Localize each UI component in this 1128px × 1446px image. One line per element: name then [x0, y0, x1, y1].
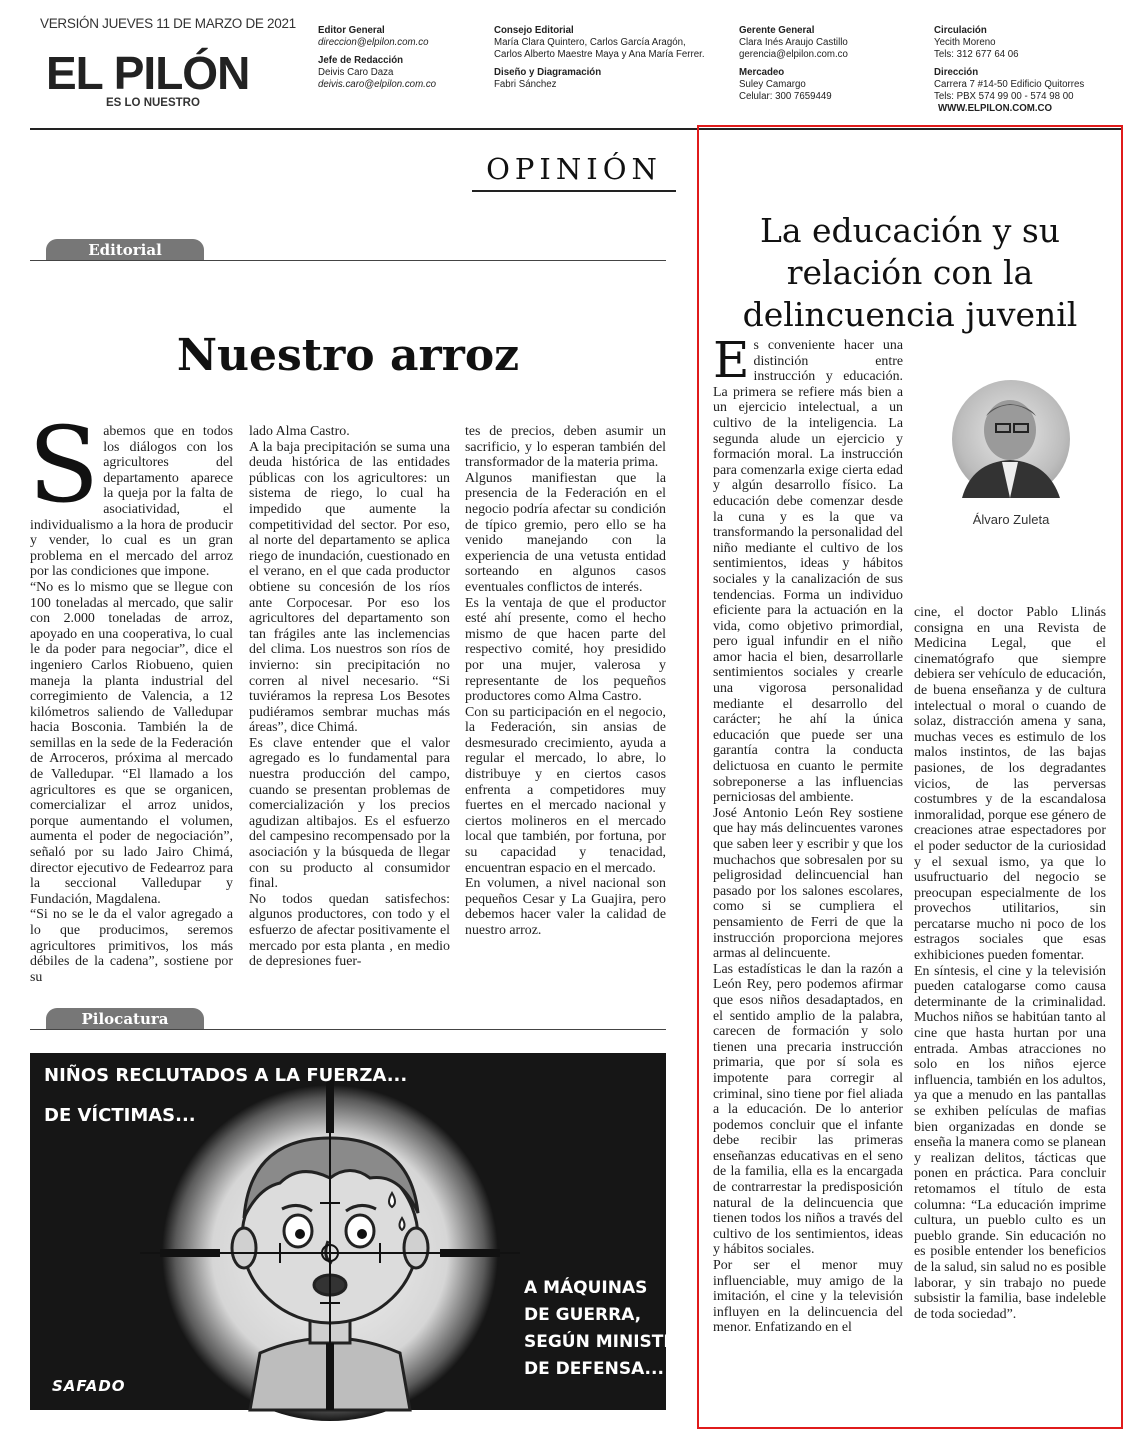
newspaper-logo[interactable]: EL PILÓN	[46, 47, 250, 99]
opinion-column-2	[914, 605, 1106, 1415]
section-title: OPINIÓN	[486, 152, 662, 186]
diseno-label: Diseño y Diagramación	[494, 67, 602, 78]
editorial-paragraph: abemos que en todos los diálogos con los agricultores del departamento aparece la queja por la falta de asociatividad, el individualismo a la hora de producir y vender, lo cual es un gran problema en el mercado del arroz por las condiciones que impone.	[30, 424, 233, 580]
edition-date: VERSIÓN JUEVES 11 DE MARZO DE 2021	[40, 16, 296, 31]
section-title-underline	[472, 190, 676, 192]
circulacion-label: Circulación	[934, 25, 987, 36]
logo-tagline: ES LO NUESTRO	[106, 97, 200, 109]
consejo-label: Consejo Editorial	[494, 25, 574, 36]
consejo-names: María Clara Quintero, Carlos García Aragón, Carlos Alberto Maestre Maya y Ana María Ferrer.	[494, 37, 705, 60]
jefe-redaccion-email[interactable]: deivis.caro@elpilon.com.co	[318, 79, 437, 90]
opinion-paragraph: s conveniente hacer una distinción entre instrucción y educación. La primera se refiere más bien a un ejercicio intelectual, a un cultivo de la inteligencia. La segunda alude un ejercicio y formación moral. La instrucción para comenzarla exige cierta edad y algún desarrollo físico. La educación debe comenzar desde la cuna y es la que va transformando la personalidad del niño mediante el cultivo de los sentimientos, ideas y hábitos sociales y la canalización de sus tendencias. Forma un individuo eficiente para la actuación en la vida, como objetivo primordial, pero igual infundir en el niño amor hacia el bien, desarrollarle sentimientos sociales y crearle una vigorosa personalidad mediante el desarrollo del carácter; he ahí la única educación que puede ser una garantía contra la conducta delictuosa en cuanto le permite sobreponerse a las influencias perniciosas del ambiente.	[713, 338, 903, 806]
cartoon-caption-line: DE GUERRA,	[524, 1305, 642, 1325]
masthead-editor-block	[318, 25, 478, 91]
editorial-column-2	[249, 424, 450, 984]
cartoon-caption-bottom	[524, 1275, 691, 1383]
gerente-email[interactable]: gerencia@elpilon.com.co	[739, 49, 848, 60]
jefe-redaccion-label: Jefe de Redacción	[318, 55, 404, 66]
website-link[interactable]: WWW.ELPILON.COM.CO	[938, 103, 1053, 114]
jefe-redaccion-name: Deivis Caro Daza	[318, 67, 394, 78]
editorial-paragraph: No todos quedan satisfechos: algunos productores, con todo y el esfuerzo de afectar positivamente el mercado por esta planta , en medio de depresiones fuer-	[249, 891, 450, 970]
editorial-paragraph: Con su participación en el negocio, la Federación, sin ansias de desmesurado crecimiento, ayuda a regular el mercado, lo abre, lo distribuye y en ciertos casos enfrenta a competidores muy fuertes en el mercado nacional y ciertos molineros en el mercado local que también, por fortuna, por su capacidad y tenacidad, encuentran espacio en el mercado.	[465, 704, 666, 876]
editorial-headline: Nuestro arroz	[176, 330, 520, 381]
editorial-paragraph: “No es lo mismo que se llegue con 100 toneladas al mercado, que salir con 2.000 toneladas de arroz, apoyado en una cooperativa, lo cual le da poder para negociar”, dice el ingeniero Carlos Riobueno, quien maneja la planta industrial del corregimiento de Valencia, a 12 kilómetros saliendo de Valledupar hacia Bosconia. También la de semillas en la sede de la Federación de Arroceros, próxima al mercado de Valledupar. “El llamado a los agricultores es que se organicen, comercializar el arroz unidos, porque aumentando el volumen, aumenta el poder de negociación”, señaló por su lado Jairo Chimá, director ejecutivo de Fedearroz para la seccional Valledupar y Fundación, Magdalena.	[30, 579, 233, 907]
mercadeo-label: Mercadeo	[739, 67, 785, 78]
cartoon-caption-line: A MÁQUINAS	[524, 1278, 648, 1298]
circulacion-phone: Tels: 312 677 64 06	[934, 49, 1019, 60]
pilocatura-tab[interactable]: Pilocatura	[46, 1008, 204, 1030]
editorial-tab[interactable]: Editorial	[46, 239, 204, 261]
editorial-paragraph: Es la ventaja de que el productor esté ahí presente, como el hecho mismo de que hacen parte del respectivo comité, hoy presidido por una mujer, valerosa y representante de los pequeños productores como Alma Castro.	[465, 595, 666, 705]
circulacion-name: Yecith Moreno	[934, 37, 996, 48]
direccion-address: Carrera 7 #14-50 Edificio Quitorres	[934, 79, 1085, 90]
direccion-label: Dirección	[934, 67, 979, 78]
editorial-paragraph: Es clave entender que el valor agregado es lo fundamental para nuestra producción del campo, cuando se presentan problemas de comercialización y los precios agudizan altibajos. Es el esfuerzo del campesino recompensado por la asociación y la búsqueda de llegar con su producto al consumidor final.	[249, 735, 450, 892]
opinion-column-1	[713, 331, 903, 1415]
diseno-name: Fabri Sánchez	[494, 79, 557, 90]
author-name: Álvaro Zuleta	[972, 512, 1050, 527]
opinion-paragraph: Las estadísticas le dan la razón a León Rey, pero podemos afirmar que esos niños desadaptados, en el sentido amplio de la palabra, carecen de formación y solo tienen una precaria instrucción primaria, que por sí sola es impotente para corregir al criminal, sino tiene por fiel aliada a la educación. De lo anterior podemos concluir que el infante debe recibir las primeras enseñanzas educativas en el seno de la familia, ella es la encargada de contrarrestar la predisposición natural de la delincuencia que tienen todos los niños a través del cultivo de los sentimientos, ideas y hábitos sociales.	[713, 961, 903, 1258]
editorial-paragraph: lado Alma Castro.	[249, 424, 350, 439]
gerente-label: Gerente General	[739, 25, 815, 36]
opinion-drop-cap: E	[713, 331, 750, 389]
direccion-phone: Tels: PBX 574 99 00 - 574 98 00	[934, 91, 1074, 102]
editorial-rule	[30, 260, 666, 261]
opinion-paragraph: cine, el doctor Pablo Llinás consigna en una Revista de Medicina Legal, que el cinematógrafo que siempre debiera ser vehículo de educación, de buena enseñanza y de cultura intelectual o moral o cuando de solaz, distracción amena y sana, muchas veces es estimulo de los malos instintos, de las bajas pasiones, de los degradantes vicios, de las perversas costumbres y de la escandalosa inmoralidad, porque ese género de creaciones atrae espectadores por el poder seductor de la curiosidad y el sexual ismo, ya que lo usufructuario del negocio se preocupan especialmente de los provechos utilitarios, sin percatarse mucho ni poco de los estragos sociales que esas exhibiciones pueden fomentar.	[914, 605, 1106, 964]
pilocatura-rule	[30, 1029, 666, 1030]
opinion-paragraph: En síntesis, el cine y la televisión pueden catalogarse como causa determinante de la criminalidad. Muchos niños se habitúan tanto al cine que hasta hurtan por una entrada. Ambas atracciones no solo en los niños ejerce influencia, también en los adultos, ya que a menudo en las pantallas se exhiben películas de mafias bien organizadas en donde se enseña la manera como se planean y realizan delitos, tácticas que ponen en práctica. Para concluir retomamos el título de esta columna: “La educación imprime cultura, un pueblo culto es un pueblo grande. Sin educación no es posible entender los beneficios de la salud, sin salud no es posible laborar, y sin trabajo no puede subsistir la familia, base indeleble de toda sociedad”.	[914, 963, 1106, 1322]
mercadeo-phone: Celular: 300 7659449	[739, 91, 832, 102]
editorial-column-3	[465, 424, 666, 984]
editorial-paragraph: tes de precios, deben asumir un sacrificio, y lo esperan también del transformador de la materia prima.	[465, 424, 666, 471]
gerente-name: Clara Inés Araujo Castillo	[739, 37, 848, 48]
opinion-headline: La educación y su relación con la delincuencia juvenil	[742, 211, 1078, 334]
opinion-paragraph: Por ser el menor muy influenciable, muy amigo de la imitación, el cine y la televisión influyen en la delincuencia del menor. Enfatizando en el	[713, 1258, 903, 1336]
editorial-paragraph: En volumen, a nivel nacional son pequeños Cesar y La Guajira, pero debemos hacer valer la calidad de nuestro arroz.	[465, 876, 666, 938]
editorial-column-1	[28, 404, 233, 985]
editorial-paragraph: Algunos manifiestan que la presencia de la Federación en el negocio podría afectar su condición de típico gremio, pero ello se ha venido manejando con la experiencia de una vetusta entidad sorteando en algunos casos eventuales conflictos de interés.	[465, 470, 666, 595]
author-portrait	[952, 380, 1070, 498]
mercadeo-name: Suley Camargo	[739, 79, 806, 90]
editorial-paragraph: A la baja precipitación se suma una deuda histórica de las entidades públicas con los agricultores: un sistema de riego, lo cual ha impedido que aumente la competitividad del sector. Por eso, al norte del departamento se aplica riego de inundación, cuestionado en el verano, en el que cada productor obtiene su concesión de los ríos ante Corpocesar. Por eso los agricultores del departamento son tan frágiles ante las inclemencias del clima. Los nuestros son ríos de invierno: sin precipitación no corren al nivel necesario. “Si tuviéramos la represa Los Besotes pudiéramos sembrar muchas más áreas”, dice Chimá.	[249, 439, 450, 736]
cartoon-caption-line: SEGÚN MINISTRO	[524, 1332, 691, 1352]
author-photo	[952, 380, 1070, 498]
masthead-consejo-block	[494, 25, 709, 91]
cartoon-caption-line: DE DEFENSA...	[524, 1359, 664, 1379]
editor-general-label: Editor General	[318, 25, 385, 36]
cartoon	[30, 1053, 691, 1410]
cartoon-caption-top: NIÑOS RECLUTADOS A LA FUERZA...	[44, 1065, 408, 1086]
editorial-drop-cap: S	[28, 404, 100, 526]
cartoonist-signature: SAFADO	[52, 1377, 126, 1395]
opinion-paragraph: José Antonio León Rey sostiene que hay más delincuentes varones que saben leer y escribir y que los muchachos que sobresalen por su peligrosidad delincuencial han pasado por los salones escolares, como si se cumpliera el pensamiento de Ferri de que la instrucción proporciona mejores armas al delincuente.	[713, 805, 903, 962]
masthead-circulacion-block	[934, 25, 1119, 115]
editor-general-email[interactable]: direccion@elpilon.com.co	[318, 37, 429, 48]
cartoon-caption-mid: DE VÍCTIMAS...	[44, 1105, 196, 1126]
masthead-gerente-block	[739, 25, 909, 103]
editorial-paragraph: “Si no se le da el valor agregado a lo que producimos, seremos agricultores primitivos, los más débiles de la cadena”, sostiene por su	[30, 907, 233, 985]
